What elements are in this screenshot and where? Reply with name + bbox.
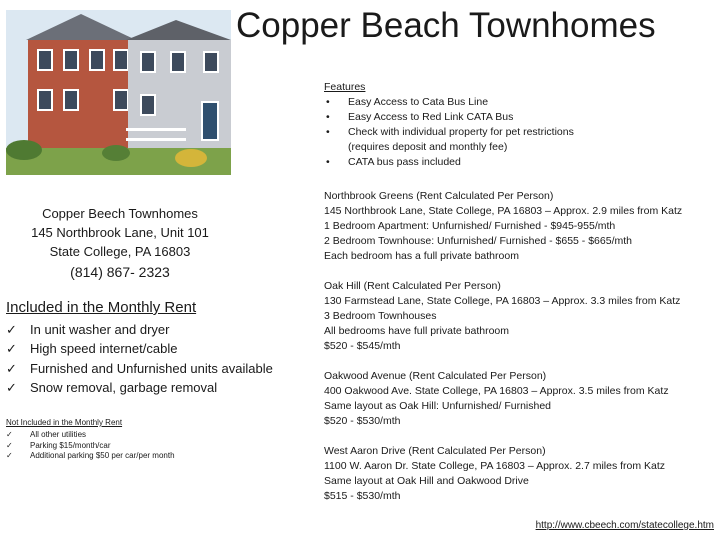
- check-icon: ✓: [6, 451, 13, 460]
- list-item: • CATA bus pass included: [326, 156, 461, 168]
- contact-street: 145 Northbrook Lane, Unit 101: [31, 225, 209, 240]
- included-list: [6, 320, 316, 397]
- list-item: ✓ Additional parking $50 per car/per month: [6, 451, 175, 460]
- property-detail: 1 Bedroom Apartment: Unfurnished/ Furnished - $945-955/mth: [324, 220, 616, 232]
- list-item: ✓ Snow removal, garbage removal: [6, 378, 316, 397]
- property-address: 1100 W. Aaron Dr. State College, PA 16803 – Approx. 2.7 miles from Katz: [324, 460, 666, 472]
- list-item: ✓ In unit washer and dryer: [6, 320, 316, 339]
- check-icon: ✓: [6, 360, 17, 376]
- list-item: • Easy Access to Red Link CATA Bus: [326, 111, 514, 123]
- features-list: [324, 95, 716, 170]
- property-detail: 2 Bedroom Townhouse: Unfurnished/ Furnished - $655 - $665/mth: [324, 235, 632, 247]
- bullet-icon: •: [326, 156, 330, 168]
- property-detail: Same layout as Oak Hill: Unfurnished/ Furnished: [324, 400, 552, 412]
- property-detail: Each bedroom has a full private bathroom: [324, 250, 519, 262]
- features-section: [324, 80, 716, 170]
- bullet-icon: •: [326, 96, 330, 108]
- property-heading: Northbrook Greens (Rent Calculated Per Person): [324, 190, 554, 202]
- property-oak-hill: [324, 279, 716, 354]
- property-heading: West Aaron Drive (Rent Calculated Per Person): [324, 445, 546, 457]
- property-detail: 3 Bedroom Townhouses: [324, 310, 437, 322]
- property-detail: Same layout at Oak Hill and Oakwood Drive: [324, 475, 529, 487]
- property-address: 130 Farmstead Lane, State College, PA 16803 – Approx. 3.3 miles from Katz: [324, 295, 681, 307]
- property-oakwood-avenue: [324, 369, 716, 429]
- check-icon: ✓: [6, 322, 17, 337]
- property-address: 400 Oakwood Ave. State College, PA 16803 – Approx. 3.5 miles from Katz: [324, 385, 669, 397]
- not-included-title: Not Included in the Monthly Rent: [6, 418, 123, 427]
- not-included-list: [6, 430, 175, 462]
- property-west-aaron-drive: [324, 444, 716, 504]
- contact-city: State College, PA 16803: [49, 244, 191, 259]
- property-heading: Oak Hill (Rent Calculated Per Person): [324, 280, 501, 292]
- check-icon: ✓: [6, 341, 17, 357]
- included-title: Included in the Monthly Rent: [6, 299, 197, 316]
- page-title: Copper Beach Townhomes: [236, 6, 656, 45]
- property-address: 145 Northbrook Lane, State College, PA 16803 – Approx. 2.9 miles from Katz: [324, 205, 683, 217]
- list-item: ✓ Parking $15/month/car: [6, 440, 111, 450]
- list-item: (requires deposit and monthly fee): [348, 141, 508, 153]
- townhomes-illustration: [6, 10, 231, 175]
- check-icon: ✓: [6, 430, 13, 439]
- list-item: • Easy Access to Cata Bus Line: [326, 96, 489, 108]
- check-icon: ✓: [6, 379, 17, 395]
- list-item: ✓ All other utilities: [6, 430, 87, 439]
- property-price: $520 - $530/mth: [324, 415, 401, 427]
- property-heading: Oakwood Avenue (Rent Calculated Per Person): [324, 370, 547, 382]
- bullet-icon: •: [326, 111, 330, 123]
- contact-phone: (814) 867- 2323: [70, 264, 170, 280]
- features-title: Features: [324, 81, 366, 93]
- check-icon: ✓: [6, 440, 13, 450]
- contact-name: Copper Beech Townhomes: [42, 206, 198, 221]
- property-price: $520 - $545/mth: [324, 340, 401, 352]
- bullet-icon: •: [326, 126, 330, 138]
- property-price: $515 - $530/mth: [324, 490, 401, 502]
- property-detail: All bedrooms have full private bathroom: [324, 325, 510, 337]
- property-northbrook-greens: [324, 189, 716, 264]
- list-item: • Check with individual property for pet restrictions: [326, 126, 574, 138]
- townhomes-photo: [6, 10, 231, 175]
- contact-block: [6, 204, 234, 282]
- list-item: ✓ Furnished and Unfurnished units available: [6, 359, 316, 378]
- list-item: ✓ High speed internet/cable: [6, 339, 316, 358]
- website-link[interactable]: http://www.cbeech.com/statecollege.htm: [535, 520, 714, 531]
